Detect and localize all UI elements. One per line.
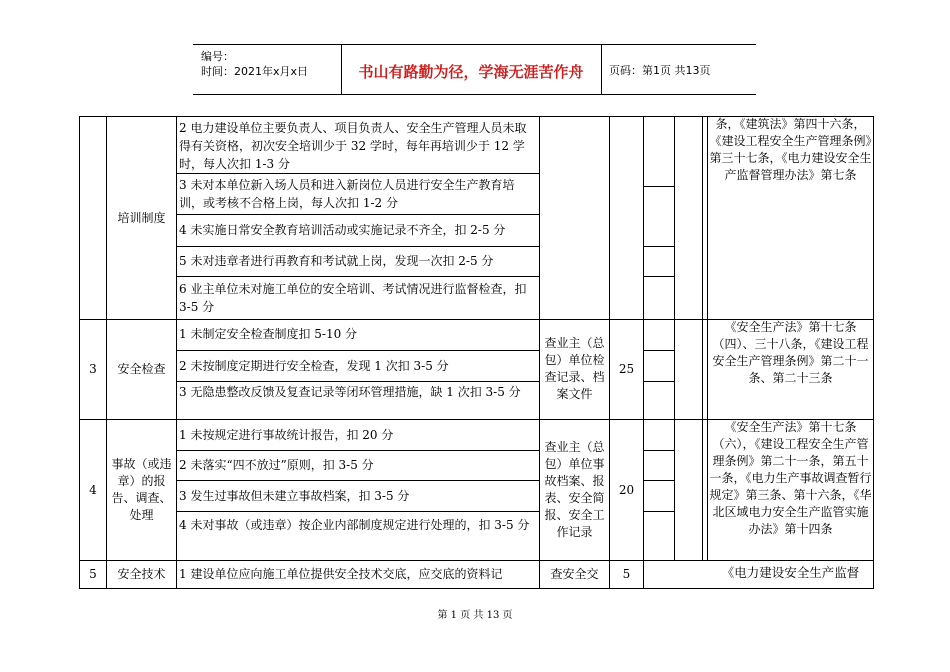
score-cell: 25 xyxy=(618,362,635,376)
column-divider xyxy=(643,116,644,589)
criterion-text: 2 未落实“四不放过”原则，扣 3-5 分 xyxy=(179,458,374,472)
criterion-text: 2 电力建设单位主要负责人、项目负责人、安全生产管理人员未取得有关资格，初次安全培训少于 32 学时，每年再培训少于 12 学时，每人次扣 1-3 分 xyxy=(179,121,527,171)
cell-divider xyxy=(643,246,674,247)
item-cell: 安全检查 xyxy=(117,362,166,376)
criterion-text: 4 未对事故（或违章）按企业内部制度规定进行处理的，扣 3-5 分 xyxy=(179,518,530,532)
legal-basis: 条，《建筑法》第四十六条，《建设工程安全生产管理条例》第三十七条，《电力建设安全生产监督管理办法》第七条 xyxy=(709,117,872,182)
cell-divider xyxy=(643,480,674,481)
criterion-text: 1 未按规定进行事故统计报告，扣 20 分 xyxy=(179,428,394,442)
cell-divider xyxy=(643,450,674,451)
item-cell: 培训制度 xyxy=(117,210,166,225)
column-divider xyxy=(539,116,540,589)
row-divider xyxy=(177,350,539,351)
check-method: 查业主（总包）单位事故档案、报表、安全简报、安全工作记录 xyxy=(544,439,605,539)
section-number: 5 xyxy=(89,567,97,581)
column-divider xyxy=(707,116,708,560)
cell-divider xyxy=(643,381,674,382)
row-divider xyxy=(177,246,539,247)
page-footer: 第 1 页 共 13 页 xyxy=(437,610,513,621)
header-top-rule xyxy=(193,44,756,45)
section-number: 4 xyxy=(89,482,97,497)
cell-divider xyxy=(643,276,674,277)
criterion-text: 6 业主单位未对施工单位的安全培训、考试情况进行监督检查，扣 3-5 分 xyxy=(179,282,527,314)
criterion-text: 4 未实施日常安全教育培训活动或实施记录不齐全，扣 2-5 分 xyxy=(179,223,506,237)
section-number: 3 xyxy=(89,362,97,376)
criterion-text: 3 无隐患整改反馈及复查记录等闭环管理措施，缺 1 次扣 3-5 分 xyxy=(179,385,521,399)
page-header xyxy=(193,44,756,95)
row-divider xyxy=(177,511,539,512)
criterion-text: 2 未按制度定期进行安全检查，发现 1 次扣 3-5 分 xyxy=(179,359,449,373)
item-cell: 事故（或违章）的报告、调查、处理 xyxy=(111,456,172,522)
row-divider xyxy=(177,450,539,451)
cell-divider xyxy=(643,186,674,187)
score-cell: 20 xyxy=(618,482,635,497)
criterion-text: 5 未对违章者进行再教育和考试就上岗，发现一次扣 2-5 分 xyxy=(179,254,494,268)
section-divider xyxy=(79,560,874,561)
criterion-text: 1 未制定安全检查制度扣 5-10 分 xyxy=(179,327,358,341)
criterion-text: 1 建设单位应向施工单位提供安全技术交底，应交底的资料记 xyxy=(179,567,503,581)
column-divider xyxy=(873,116,874,589)
criterion-text: 3 未对本单位新入场人员和进入新岗位人员进行安全生产教育培训，或考核不合格上岗，每人次扣 1-2 分 xyxy=(179,178,515,210)
row-divider xyxy=(177,276,539,277)
column-divider xyxy=(702,116,703,560)
header-page-info: 页码：第1页 共13页 xyxy=(609,64,711,77)
score-cell: 5 xyxy=(622,567,631,581)
cell-divider xyxy=(643,350,674,351)
inspection-table xyxy=(79,116,874,589)
header-divider xyxy=(601,44,602,95)
header-number-label: 编号： xyxy=(201,50,234,63)
header-slogan: 书山有路勤为径，学海无涯苦作舟 xyxy=(358,63,584,81)
header-meta xyxy=(201,49,308,79)
legal-basis: 《安全生产法》第十七条（六），《建设工程安全生产管理条例》第二十一条，第五十一条，《电力生产事故调查暂行规定》第三条、第十六条，《华北区域电力安全生产监管实施办法》第十四条 xyxy=(709,420,872,536)
legal-basis: 《电力建设安全生产监督 xyxy=(721,565,860,580)
item-cell: 安全技术 xyxy=(117,567,166,581)
check-method: 查业主（总包）单位检查记录、档案文件 xyxy=(544,336,605,401)
row-divider xyxy=(177,381,539,382)
row-divider xyxy=(177,214,539,215)
check-method: 查安全交 xyxy=(550,567,599,581)
row-divider xyxy=(177,173,539,174)
cell-divider xyxy=(643,511,674,512)
criterion-text: 3 发生过事故但未建立事故档案，扣 3-5 分 xyxy=(179,489,410,503)
column-divider xyxy=(674,116,675,560)
row-divider xyxy=(177,480,539,481)
legal-basis: 《安全生产法》第十七条（四）、三十八条，《建设工程安全生产管理条例》第二十一条、第二十三条 xyxy=(712,320,869,385)
header-bottom-rule xyxy=(193,94,756,95)
table-bottom-border xyxy=(79,588,874,589)
header-time-label: 时间：2021年x月x日 xyxy=(201,65,309,78)
